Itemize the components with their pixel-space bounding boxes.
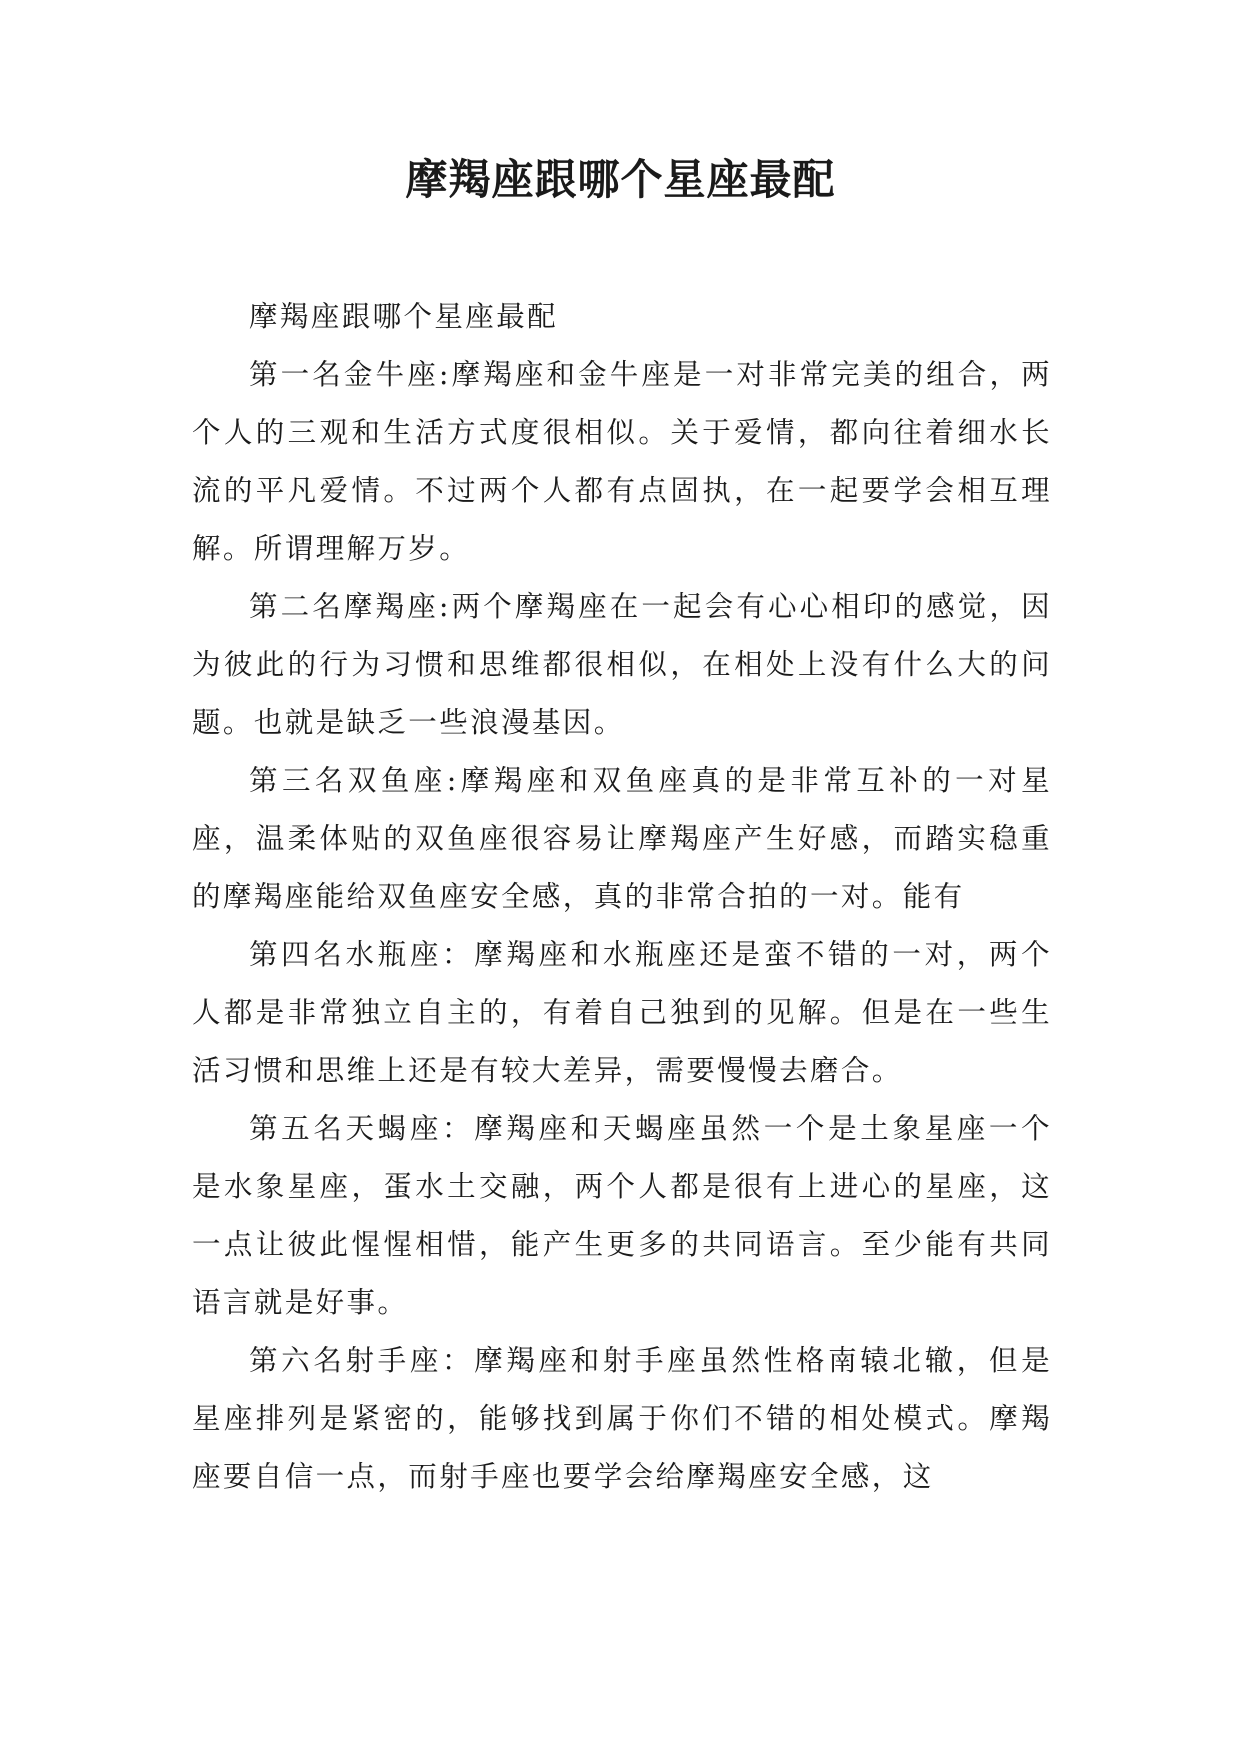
rank-1-paragraph: 第一名金牛座:摩羯座和金牛座是一对非常完美的组合，两个人的三观和生活方式度很相似。关于爱情，都向往着细水长流的平凡爱情。不过两个人都有点固执，在一起要学会相互理解。所谓理解万岁。 <box>192 358 1052 565</box>
intro-paragraph: 摩羯座跟哪个星座最配 <box>249 300 559 333</box>
rank-6-paragraph: 第六名射手座：摩羯座和射手座虽然性格南辕北辙，但是星座排列是紧密的，能够找到属于你们不错的相处模式。摩羯座要自信一点，而射手座也要学会给摩羯座安全感，这 <box>192 1344 1052 1493</box>
rank-3-paragraph: 第三名双鱼座:摩羯座和双鱼座真的是非常互补的一对星座，温柔体贴的双鱼座很容易让摩羯座产生好感，而踏实稳重的摩羯座能给双鱼座安全感，真的非常合拍的一对。能有 <box>192 764 1052 913</box>
rank-5-paragraph: 第五名天蝎座：摩羯座和天蝎座虽然一个是土象星座一个是水象星座，蛋水土交融，两个人都是很有上进心的星座，这一点让彼此惺惺相惜，能产生更多的共同语言。至少能有共同语言就是好事。 <box>192 1112 1052 1319</box>
document-title: 摩羯座跟哪个星座最配 <box>405 155 836 204</box>
rank-2-paragraph: 第二名摩羯座:两个摩羯座在一起会有心心相印的感觉，因为彼此的行为习惯和思维都很相似，在相处上没有什么大的问题。也就是缺乏一些浪漫基因。 <box>192 590 1052 739</box>
document-body <box>192 288 1052 1506</box>
rank-4-paragraph: 第四名水瓶座：摩羯座和水瓶座还是蛮不错的一对，两个人都是非常独立自主的，有着自己独到的见解。但是在一些生活习惯和思维上还是有较大差异，需要慢慢去磨合。 <box>192 938 1052 1087</box>
